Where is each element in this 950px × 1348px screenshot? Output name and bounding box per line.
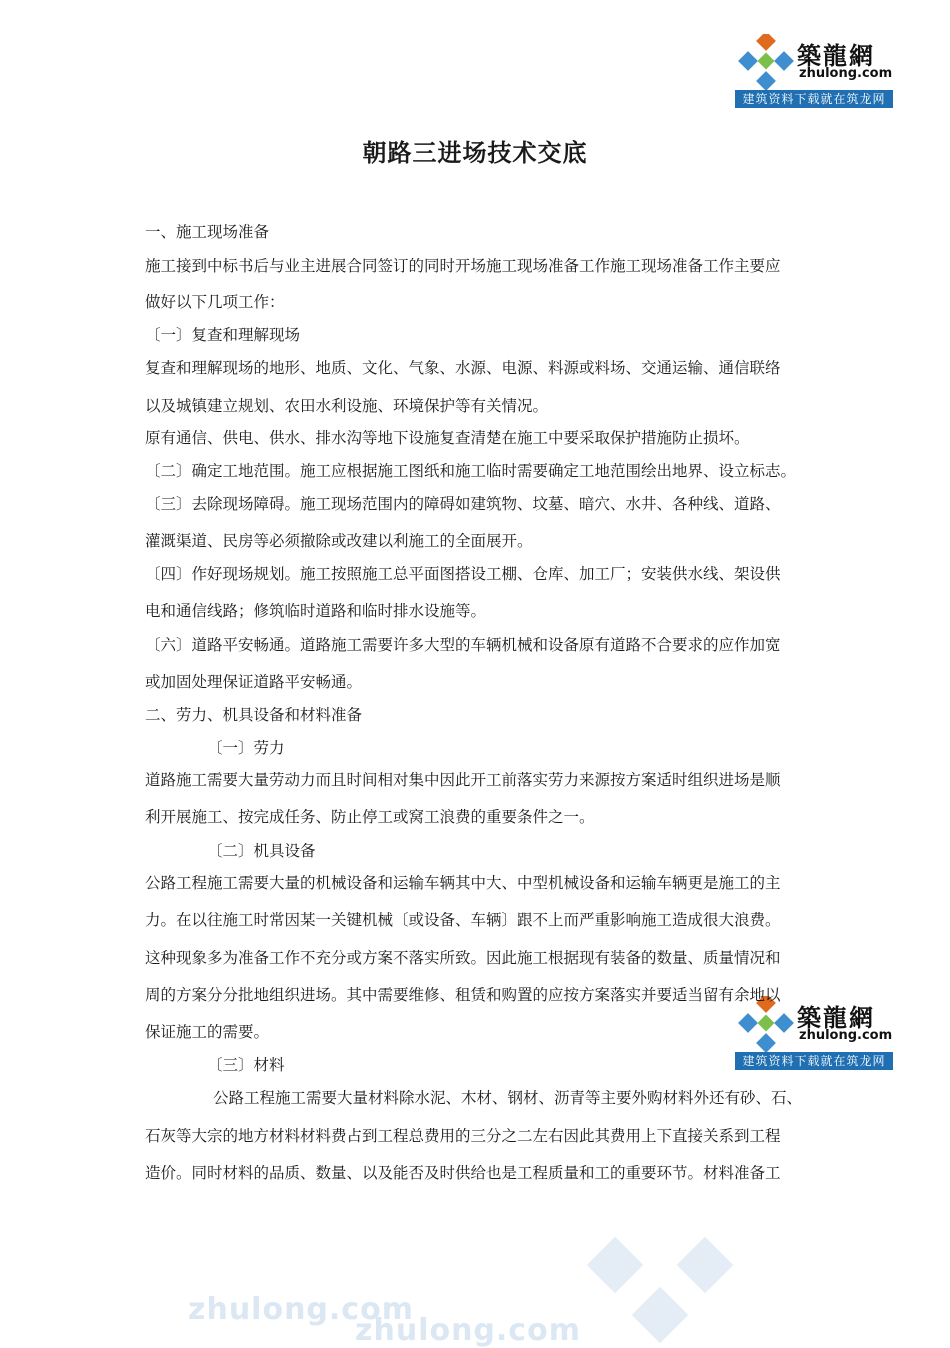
subsection-heading: 〔二〕机具设备: [207, 842, 316, 860]
paragraph-line: 这种现象多为准备工作不充分或方案不落实所致。因此施工根据现有装备的数量、质量情况和: [145, 949, 781, 967]
paragraph-line: 石灰等大宗的地方材料材料费占到工程总费用的三分之二左右因此其费用上下直接关系到工程: [145, 1127, 781, 1145]
paragraph-line: 做好以下几项工作：: [145, 293, 285, 311]
paragraph-line: 利开展施工、按完成任务、防止停工或窝工浪费的重要条件之一。: [145, 808, 595, 826]
paragraph-line: 周的方案分分批地组织进场。其中需要维修、租赁和购置的应按方案落实并要适当留有余地以: [145, 986, 781, 1004]
zhulong-logo: [735, 32, 893, 110]
paragraph-line: 保证施工的需要。: [145, 1023, 270, 1041]
logo-top: [735, 32, 893, 90]
paragraph-line: 原有通信、供电、供水、排水沟等地下设施复查清楚在施工中要采取保护措施防止损坏。: [145, 429, 750, 447]
section-heading: 一、施工现场准备: [145, 223, 270, 241]
paragraph-line: 或加固处理保证道路平安畅通。: [145, 673, 363, 691]
watermark-text: zhulong.com: [188, 1292, 414, 1327]
paragraph-line: 施工接到中标书后与业主进展合同签订的同时开场施工现场准备工作施工现场准备工作主要应: [145, 257, 781, 275]
logo-tagline: 建筑资料下载就在筑龙网: [735, 90, 893, 108]
paragraph-line: 〔三〕去除现场障碍。施工现场范围内的障碍如建筑物、坟墓、暗穴、水井、各种线、道路、: [145, 495, 781, 513]
paragraph-line: 复查和理解现场的地形、地质、文化、气象、水源、电源、料源或料场、交通运输、通信联络: [145, 359, 781, 377]
watermark-text: zhulong.com: [355, 1313, 581, 1348]
logo-brand-en: zhulong.com: [799, 66, 893, 81]
zhulong-logo-secondary: [735, 994, 893, 1072]
paragraph-line: 力。在以往施工时常因某一关键机械〔或设备、车辆〕跟不上而严重影响施工造成很大浪费。: [145, 911, 781, 929]
logo-tagline: 建筑资料下载就在筑龙网: [735, 1052, 893, 1070]
logo-brand-cn: 築龍網: [797, 1003, 875, 1032]
paragraph-line: 公路工程施工需要大量的机械设备和运输车辆其中大、中型机械设备和运输车辆更是施工的主: [145, 874, 781, 892]
watermark-snowflake-icon: [565, 1235, 765, 1344]
paragraph-line: 造价。同时材料的品质、数量、以及能否及时供给也是工程质量和工的重要环节。材料准备工: [145, 1164, 781, 1182]
subsection-heading: 〔一〕劳力: [207, 739, 285, 757]
paragraph-line: 公路工程施工需要大量材料除水泥、木材、钢材、沥青等主要外购材料外还有砂、石、: [213, 1089, 803, 1107]
subsection-heading: 〔三〕材料: [207, 1056, 285, 1074]
paragraph-line: 道路施工需要大量劳动力而且时间相对集中因此开工前落实劳力来源按方案适时组织进场是顺: [145, 771, 781, 789]
paragraph-line: 〔四〕作好现场规划。施工按照施工总平面图搭设工棚、仓库、加工厂；安装供水线、架设供: [145, 565, 781, 583]
paragraph-line: 〔六〕道路平安畅通。道路施工需要许多大型的车辆机械和设备原有道路不合要求的应作加宽: [145, 636, 781, 654]
snowflake-logo-icon: [737, 34, 795, 90]
paragraph-line: 电和通信线路；修筑临时道路和临时排水设施等。: [145, 602, 487, 620]
paragraph-line: 以及城镇建立规划、农田水利设施、环境保护等有关情况。: [145, 397, 549, 415]
paragraph-line: 灌溉渠道、民房等必须撤除或改建以利施工的全面展开。: [145, 532, 533, 550]
section-heading: 二、劳力、机具设备和材料准备: [145, 706, 363, 724]
document-title: 朝路三进场技术交底: [362, 138, 588, 167]
subsection-heading: 〔一〕复查和理解现场: [145, 326, 301, 344]
logo-brand-cn: 築龍網: [797, 41, 875, 70]
logo-brand-en: zhulong.com: [799, 1028, 893, 1043]
paragraph-line: 〔二〕确定工地范围。施工应根据施工图纸和施工临时需要确定工地范围绘出地界、设立标志。: [145, 462, 797, 480]
